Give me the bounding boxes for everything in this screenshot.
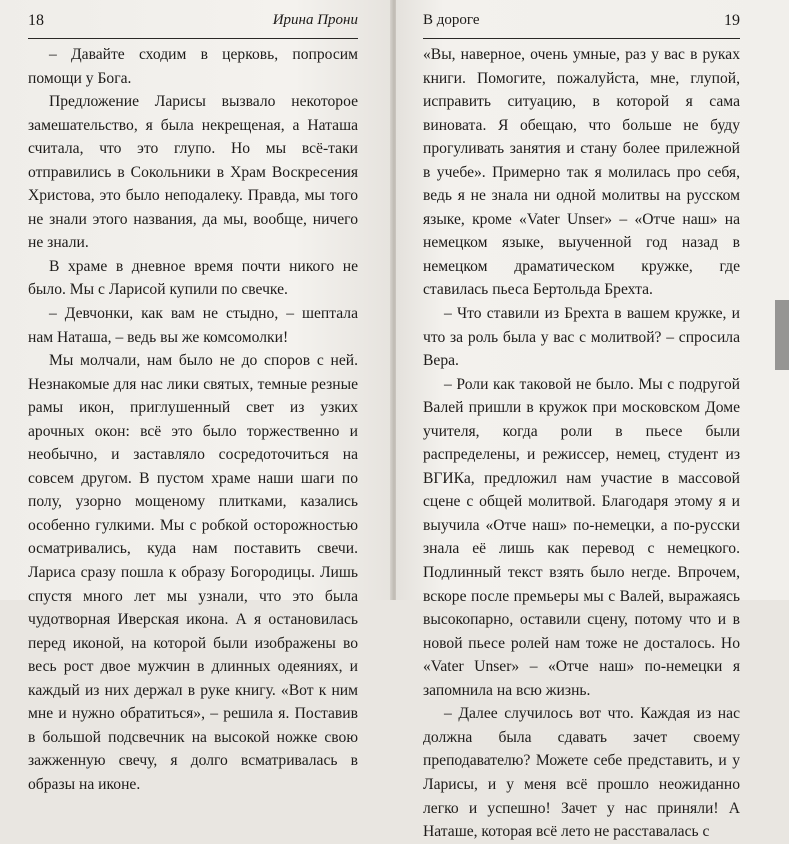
left-page <box>0 0 392 793</box>
paragraph: – Роли как таковой не было. Мы с подругой Валей пришли в кружок при московском Доме учителя, когда роли в пьесе были распределены, и режиссер, немец, студент из ВГИКа, предложил нам участие в массовой сцене с общей молитвой. Благодаря этому я и выучила «Отче наш» по-немецки, а по-русски знала её лишь как перевод с немецкого. Подлинный текст взять было негде. Впрочем, вскоре после премьеры мы с Валей, выражаясь высокопарно, оставили сцену, потому что и в новой пьесе ролей нам тоже не досталось. Но «Vater Unser» – «Отче наш» по-немецки я запомнила на всю жизнь. <box>423 375 740 699</box>
right-page <box>396 0 789 841</box>
right-page-body <box>423 43 740 844</box>
right-page-number: 19 <box>724 12 740 29</box>
right-running-head: В дороге <box>423 12 480 28</box>
left-running-head: Ирина Прони <box>272 12 358 28</box>
left-page-body <box>28 43 358 797</box>
paragraph: Предложение Ларисы вызвало некоторое замешательство, я была некрещеная, а Наташа считала, что это глупо. Но мы всё-таки отправились в Сокольники в Храм Воскресения Христова, это было неподалеку. Правда, мы того не знали этого названия, да мы, вообще, ничего не знали. <box>28 93 358 252</box>
paragraph: – Далее случилось вот что. Каждая из нас должна была сдавать зачет своему преподавателю? Можете себе представить, и у Ларисы, и у меня всё прошло неожиданно легко и успешно! Зачет у нас приняли! А Наташе, которая всё лето не расставалась с <box>423 705 740 841</box>
paragraph: В храме в дневное время почти никого не было. Мы с Ларисой купили по свечке. <box>28 257 358 299</box>
right-page-header <box>423 12 740 34</box>
right-header-rule <box>423 38 740 39</box>
left-header-rule <box>28 38 358 39</box>
left-page-header <box>28 12 358 34</box>
paragraph: – Девчонки, как вам не стыдно, – шептала нам Наташа, – ведь вы же комсомолки! <box>28 305 358 346</box>
paragraph: «Вы, наверное, очень умные, раз у вас в руках книги. Помогите, пожалуйста, мне, глупой, исправить ситуацию, в которой я сама виновата. Я обещаю, что больше не буду прогуливать занятия и стану более прилежной в учебе». Примерно так я молилась про себя, ведь я не знала ни одной молитвы на русском языке, кроме «Vater Unser» – «Отче наш» на немецком языке, выученной год назад в немецком драматическом кружке, где ставилась пьеса Бертольда Брехта. <box>423 46 740 299</box>
paragraph: – Давайте сходим в церковь, попросим помощи у Бога. <box>28 46 358 87</box>
page-edge-shadow <box>775 300 789 370</box>
left-page-number: 18 <box>28 12 44 29</box>
paragraph: – Что ставили из Брехта в вашем кружке, и что за роль была у вас с молитвой? – спросила Вера. <box>423 305 740 370</box>
paragraph: Мы молчали, нам было не до споров с ней. Незнакомые для нас лики святых, темные резные рамы икон, приглушенный свет из узких арочных окон: всё это было торжественно и необычно, и заставляло сосредоточиться на совсем другом. В пустом храме наши шаги по полу, узорно мощеному плитками, казались особенно гулкими. Мы с робкой осторожностью осматривались, куда нам поставить свечи. Лариса сразу пошла к образу Богородицы. Лишь спустя много лет мы узнали, что это была чудотворная Иверская икона. А я остановилась перед иконой, на которой были изображены во весь рост двое мужчин в длинных одеяниях, и каждый из них держал в руке книгу. «Вот к ним мне и нужно обратиться», – решила я. Поставив в большой подсвечник на высокой ножке свою зажженную свечу, я долго всматривалась в образы на иконе. <box>28 352 358 793</box>
